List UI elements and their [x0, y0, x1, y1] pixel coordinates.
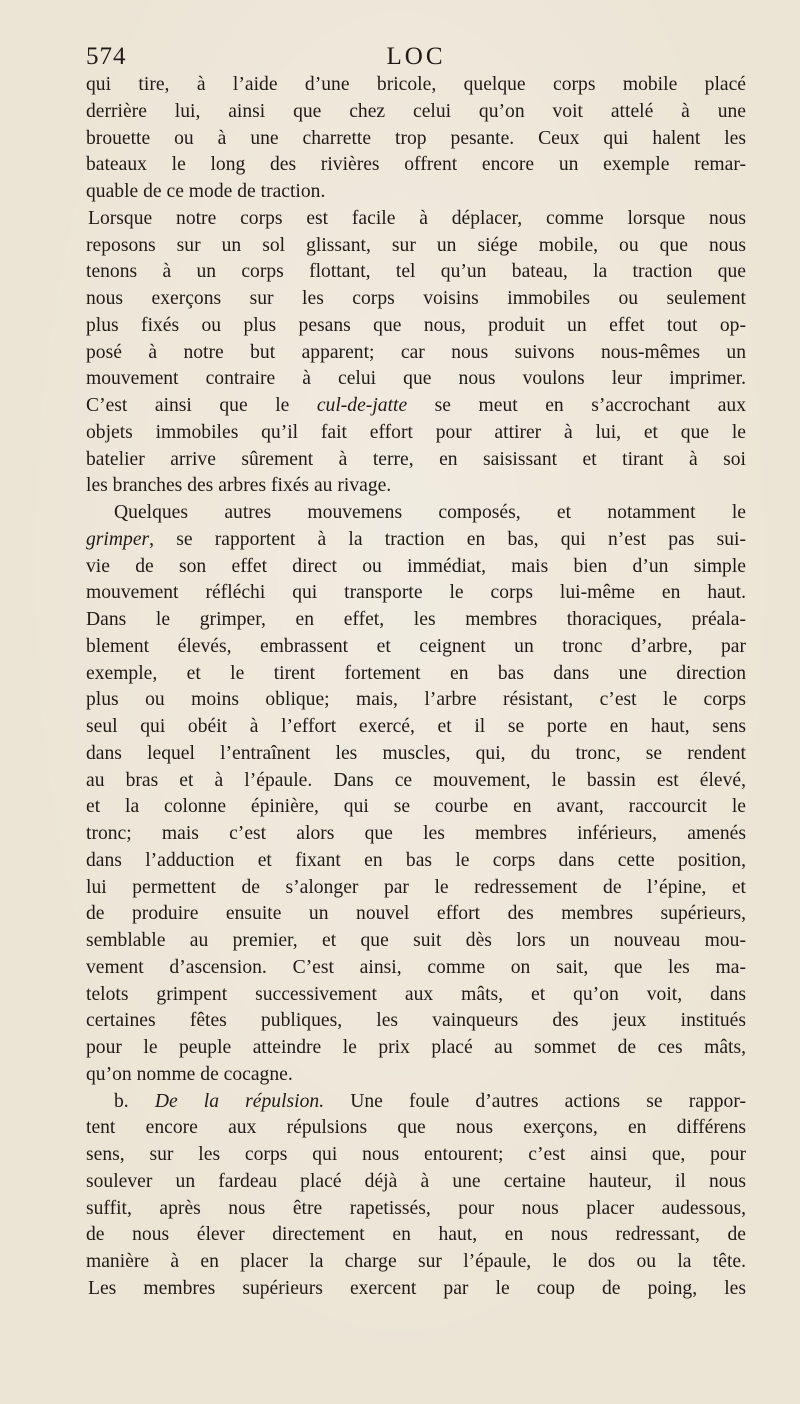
text-run: C’est ainsi que le	[86, 395, 317, 416]
text-line: soulever un fardeau placé déjà à une certaine hauteur, il nous	[86, 1170, 746, 1192]
text-line: Lorsque notre corps est facile à déplacer, comme lorsque nous	[88, 207, 746, 229]
running-head: LOC	[386, 43, 446, 70]
text-line: quable de ce mode de traction.	[86, 181, 326, 202]
text-line: mouvement réfléchi qui transporte le corps lui-même en haut.	[86, 582, 746, 604]
text-line: lui permettent de s’alonger par le redressement de l’épine, et	[86, 876, 746, 898]
text-line: et la colonne épinière, qui se courbe en avant, raccourcit le	[86, 796, 746, 818]
italic-run: cul-de-jatte	[316, 395, 408, 416]
text-line: certaines fêtes publiques, les vainqueurs des jeux institués	[86, 1010, 746, 1032]
text-line: sens, sur les corps qui nous entourent; c’est ainsi que, pour	[86, 1144, 746, 1165]
text-line: bateaux le long des rivières offrent encore un exemple remar-	[86, 154, 746, 176]
text-line: derrière lui, ainsi que chez celui qu’on voit attelé à une	[86, 100, 746, 122]
text-line: exemple, et le tirent fortement en bas dans une direction	[86, 662, 746, 684]
page-header	[86, 40, 746, 74]
text-line: de nous élever directement en haut, en nous redressant, de	[86, 1224, 746, 1246]
text-line: semblable au premier, et que suit dès lors un nouveau mou-	[86, 930, 746, 951]
text-line: les branches des arbres fixés au rivage.	[86, 475, 392, 497]
text-line: plus ou moins oblique; mais, l’arbre résistant, c’est le corps	[86, 689, 746, 711]
text-line: telots grimpent successivement aux mâts, et qu’on voit, dans	[86, 983, 746, 1005]
text-line: dans lequel l’entraînent les muscles, qui, du tronc, se rendent	[86, 742, 746, 764]
text-line: brouette ou à une charrette trop pesante. Ceux qui halent les	[86, 127, 746, 149]
text-line: nous exerçons sur les corps voisins immobiles ou seulement	[86, 288, 746, 309]
text-line: tenons à un corps flottant, tel qu’un bateau, la traction que	[86, 261, 746, 283]
text-line: mouvement contraire à celui que nous voulons leur imprimer.	[86, 368, 746, 390]
text-line: dans l’adduction et fixant en bas le corps dans cette position,	[86, 849, 746, 871]
text-run: se meut en s’accrochant aux	[407, 395, 746, 416]
text-line: blement élevés, embrassent et ceignent un tronc d’arbre, par	[86, 635, 746, 657]
italic-run: De la répulsion.	[154, 1090, 325, 1112]
text-line: qu’on nomme de cocagne.	[86, 1063, 293, 1085]
text-line: tronc; mais c’est alors que les membres inférieurs, amenés	[86, 823, 746, 844]
text-run: , se rapportent à la traction en bas, qui n’est pas sui-	[149, 528, 746, 550]
text-line: reposons sur un sol glissant, sur un siége mobile, ou que nous	[86, 234, 746, 256]
text-line: manière à en placer la charge sur l’épaule, le dos ou la tête.	[86, 1251, 746, 1272]
text-line: Dans le grimper, en effet, les membres thoraciques, préala-	[86, 609, 746, 630]
text-line: qui tire, à l’aide d’une bricole, quelque corps mobile placé	[86, 74, 746, 95]
text-line: Quelques autres mouvemens composés, et notamment le	[114, 502, 746, 523]
text-line: au bras et à l’épaule. Dans ce mouvement, le bassin est élevé,	[86, 769, 746, 791]
text-line: suffit, après nous être rapetissés, pour nous placer audessous,	[86, 1197, 746, 1219]
page-number: 574	[86, 43, 127, 70]
text-line	[86, 393, 746, 420]
text-line: Les membres supérieurs exercent par le coup de poing, les	[88, 1277, 746, 1299]
text-line: pour le peuple atteindre le prix placé au sommet de ces mâts,	[86, 1037, 746, 1058]
italic-run: grimper	[86, 528, 150, 550]
text-line: objets immobiles qu’il fait effort pour attirer à lui, et que le	[86, 421, 746, 443]
text-line: tent encore aux répulsions que nous exerçons, en différens	[86, 1117, 746, 1139]
text-line: vement d’ascension. C’est ainsi, comme on sait, que les ma-	[86, 956, 746, 978]
text-line: batelier arrive sûrement à terre, en saisissant et tirant à soi	[86, 448, 746, 470]
text-line: posé à notre but apparent; car nous suivons nous-mêmes un	[86, 341, 746, 363]
text-run: Une foule d’autres actions se rappor-	[324, 1090, 746, 1112]
body-text	[86, 72, 746, 1303]
text-run: b.	[114, 1090, 155, 1112]
text-line	[86, 527, 746, 554]
text-line: plus fixés ou plus pesans que nous, produit un effet tout op-	[86, 314, 746, 336]
text-line: de produire ensuite un nouvel effort des membres supérieurs,	[86, 903, 746, 925]
text-line: vie de son effet direct ou immédiat, mais bien d’un simple	[86, 555, 746, 577]
text-line: seul qui obéit à l’effort exercé, et il se porte en haut, sens	[86, 716, 746, 737]
text-line	[86, 1089, 746, 1116]
